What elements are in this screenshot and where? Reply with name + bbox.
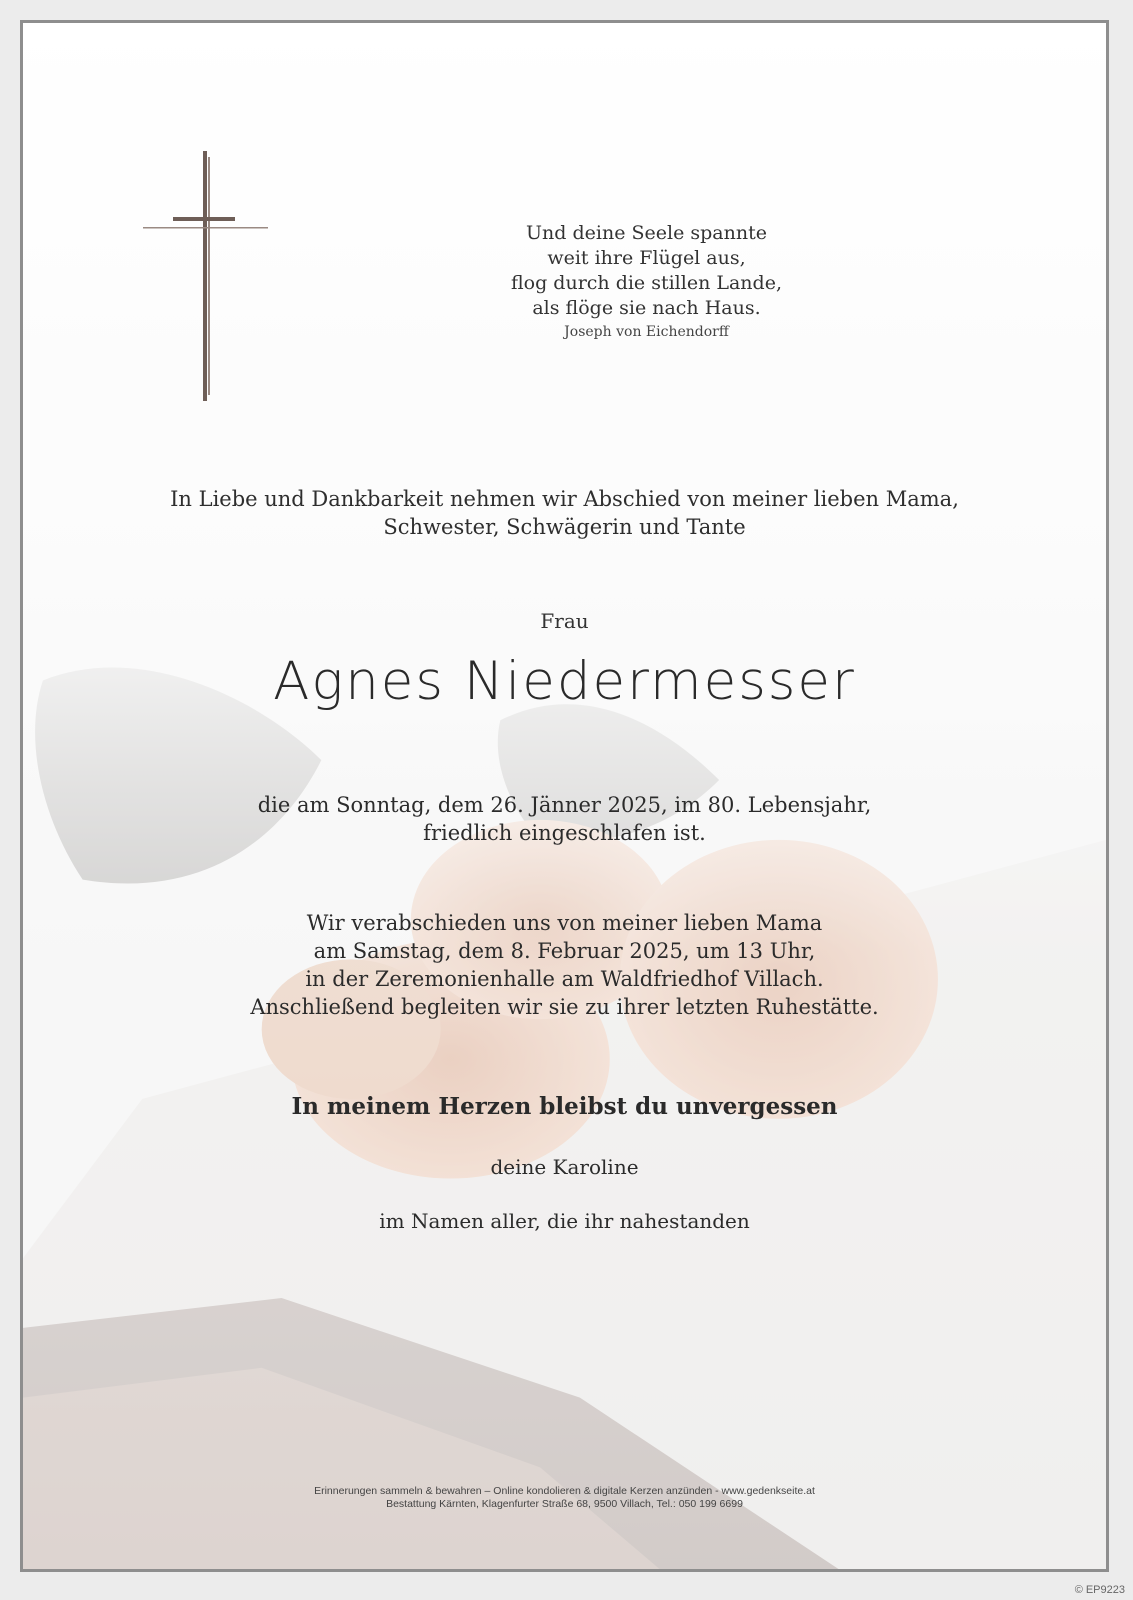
- funeral-line: in der Zeremonienhalle am Waldfriedhof Villach.: [305, 967, 824, 991]
- intro-line-1: In Liebe und Dankbarkeit nehmen wir Abschied von meiner lieben Mama,: [170, 487, 959, 511]
- funeral-details: [23, 909, 1106, 1021]
- motto: In meinem Herzen bleibst du unvergessen: [291, 1093, 838, 1120]
- footer-line-1: Erinnerungen sammeln & bewahren – Online kondolieren & digitale Kerzen anzünden - www.gedenkseite.at: [314, 1485, 815, 1497]
- quote-line: weit ihre Flügel aus,: [547, 247, 746, 269]
- quote-line: als flöge sie nach Haus.: [532, 297, 761, 319]
- quote-block: [105, 221, 1109, 343]
- deceased-title: Frau: [540, 609, 589, 633]
- footer: [23, 1485, 1106, 1511]
- obituary-card: [20, 20, 1109, 1572]
- death-line-1: die am Sonntag, dem 26. Jänner 2025, im 80. Lebensjahr,: [257, 793, 872, 817]
- footer-line-2: Bestattung Kärnten, Klagenfurter Straße 68, 9500 Villach, Tel.: 050 199 6699: [386, 1498, 743, 1510]
- funeral-line: am Samstag, dem 8. Februar 2025, um 13 Uhr,: [313, 939, 816, 963]
- funeral-line: Anschließend begleiten wir sie zu ihrer letzten Ruhestätte.: [250, 995, 879, 1019]
- signature-from: deine Karoline: [490, 1155, 639, 1179]
- document-code: © EP9223: [1074, 1584, 1125, 1596]
- funeral-line: Wir verabschieden uns von meiner lieben Mama: [306, 911, 823, 935]
- intro-text: [23, 485, 1106, 541]
- quote-author: Joseph von Eichendorff: [564, 324, 729, 340]
- quote-line: flog durch die stillen Lande,: [510, 272, 782, 294]
- death-line-2: friedlich eingeschlafen ist.: [423, 821, 706, 845]
- death-notice: [23, 791, 1106, 847]
- deceased-name: Agnes Niedermesser: [273, 651, 856, 712]
- signature-others: im Namen aller, die ihr nahestanden: [379, 1209, 750, 1233]
- intro-line-2: Schwester, Schwägerin und Tante: [383, 515, 746, 539]
- quote-line: Und deine Seele spannte: [526, 222, 767, 244]
